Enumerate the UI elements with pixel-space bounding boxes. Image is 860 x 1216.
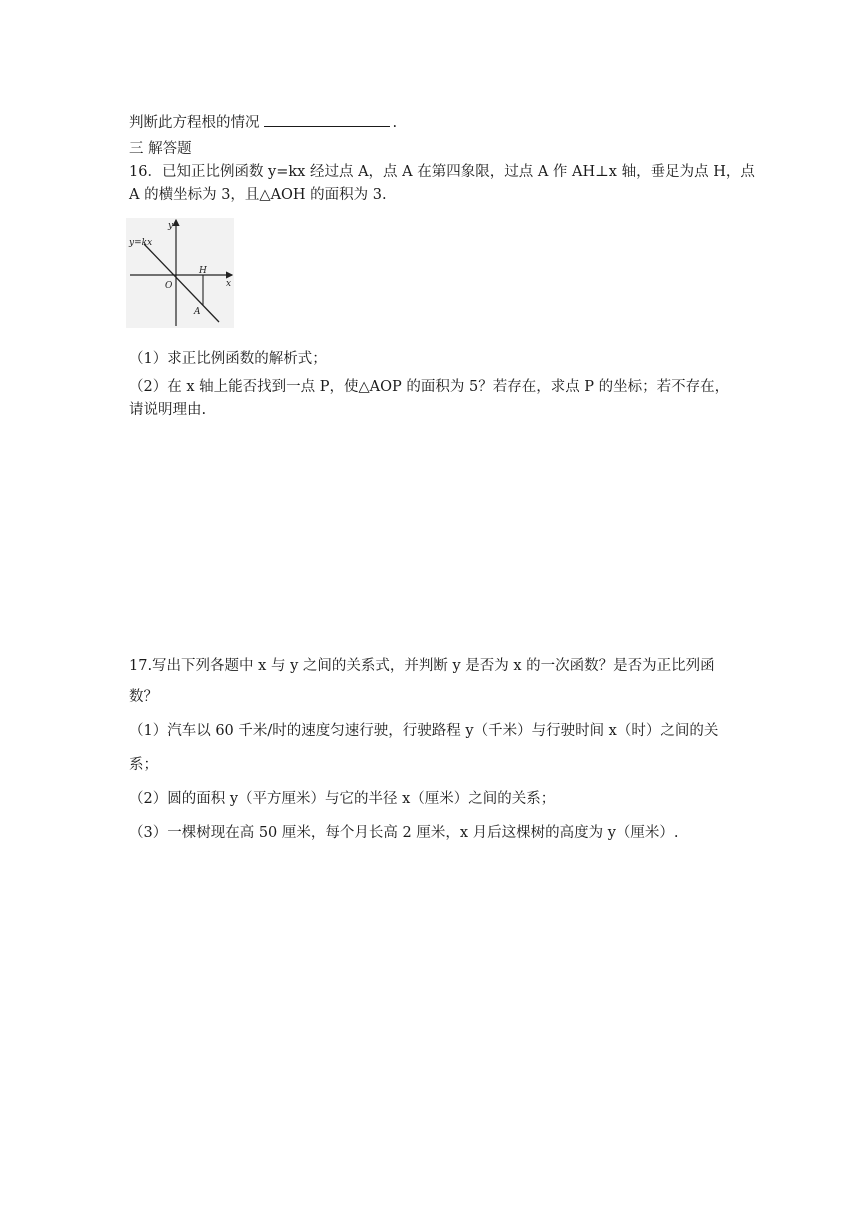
line-y-kx [144, 244, 219, 322]
q17-stem-line-2: 数？ [129, 689, 158, 705]
label-y-axis: y [168, 221, 174, 231]
q16-part-1: （1）求正比例函数的解析式； [129, 351, 327, 367]
q17-stem-line-1: 17.写出下列各题中 x 与 y 之间的关系式，并判断 y 是否为 x 的一次函数？是否为正比列函 [129, 658, 715, 674]
label-point-H: H [199, 266, 207, 276]
q17-part-3: （3）一棵树现在高 50 厘米，每个月长高 2 厘米，x 月后这棵树的高度为 y（厘米）. [129, 825, 679, 841]
q15-tail-end: . [392, 115, 398, 131]
answer-blank[interactable] [264, 112, 390, 127]
q15-answer-line [129, 112, 397, 133]
q16-part-2-line-1: （2）在 x 轴上能否找到一点 P，使△AOP 的面积为 5？若存在，求点 P 的坐标；若不存在， [129, 379, 730, 395]
q16-stem-line-1: 16．已知正比例函数 y=kx 经过点 A，点 A 在第四象限，过点 A 作 AH⊥x 轴，垂足为点 H，点 [129, 164, 755, 180]
coordinate-graph [126, 218, 234, 328]
q16-coordinate-figure [126, 218, 234, 328]
q17-part-1-line-2: 系； [129, 757, 158, 773]
q17-part-1-line-1: （1）汽车以 60 千米/时的速度匀速行驶，行驶路程 y（千米）与行驶时间 x（时）之间的关 [129, 723, 719, 739]
q15-tail-text: 判断此方程根的情况 [129, 115, 260, 131]
q16-part-2-line-2: 请说明理由. [129, 402, 207, 418]
section-heading: 三 解答题 [129, 141, 192, 157]
label-point-A: A [194, 307, 201, 317]
label-x-axis: x [226, 279, 232, 289]
label-origin: O [165, 281, 173, 291]
q16-stem-line-2: A 的横坐标为 3，且△AOH 的面积为 3. [129, 187, 387, 203]
label-y-kx: y=kx [129, 238, 153, 248]
q17-part-2: （2）圆的面积 y（平方厘米）与它的半径 x（厘米）之间的关系； [129, 791, 556, 807]
